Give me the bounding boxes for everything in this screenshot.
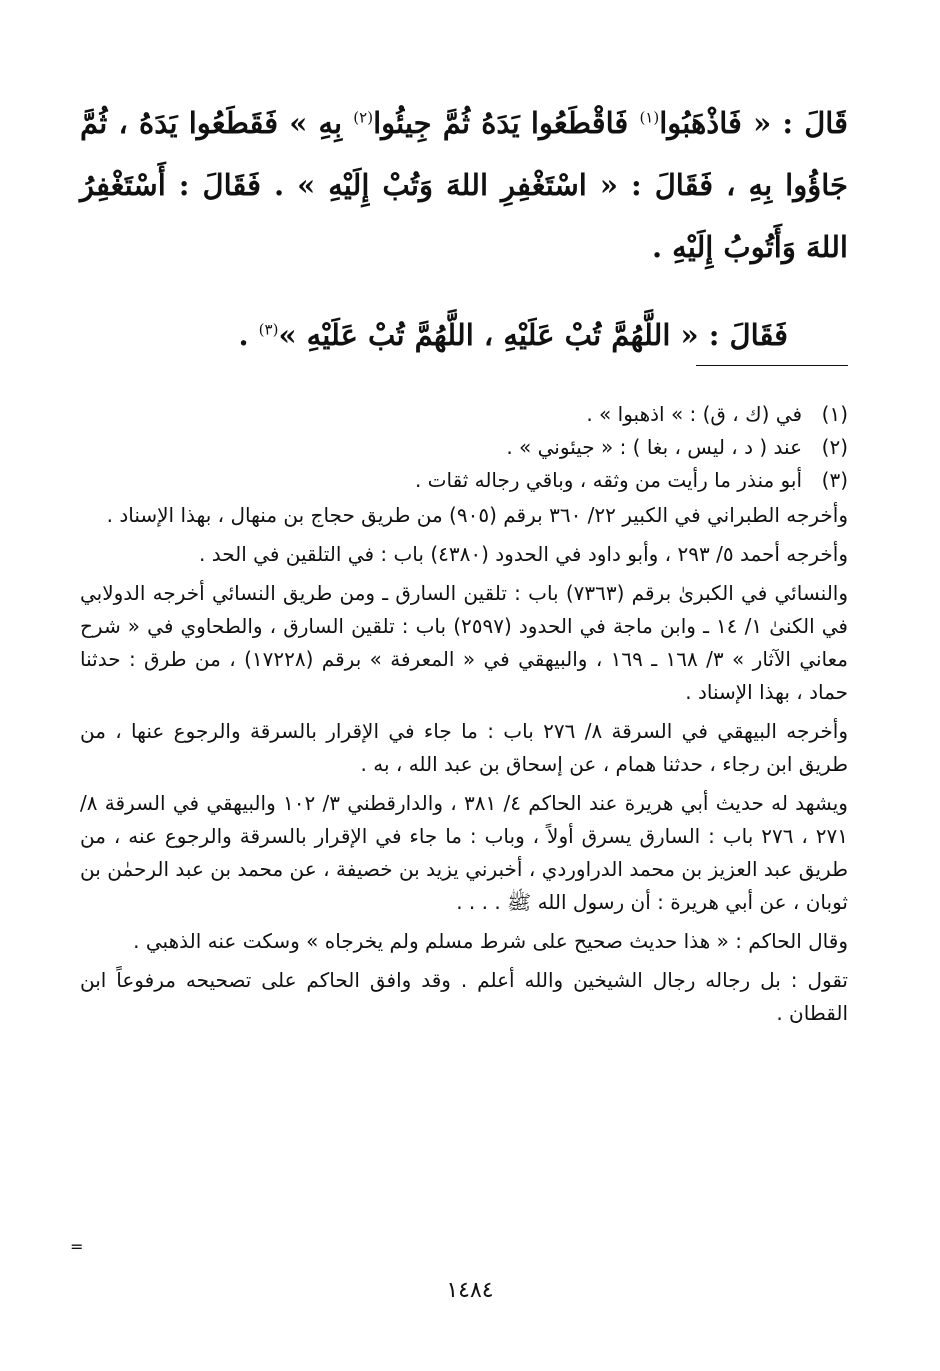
footnote-1 [80,398,848,431]
main-text-segment: قَالَ : « فَاذْهَبُوا [659,106,849,140]
footnote-text: في (ك ، ق) : » اذهبوا » . [586,402,802,426]
footnote-paragraph: وأخرجه الطبراني في الكبير ٢٢/ ٣٦٠ برقم (٩٠٥) من طريق حجاج بن منهال ، بهذا الإسناد . [106,503,848,527]
main-text-segment: فَقَالَ : « اللَّهُمَّ تُبْ عَلَيْهِ ، اللَّهُمَّ تُبْ عَلَيْهِ » [278,318,788,352]
continuation-mark: = [70,1237,84,1256]
footnote-2 [80,431,848,464]
footnote-3-continuation [80,499,848,1030]
main-text [80,92,848,366]
main-paragraph-1 [80,92,848,278]
footnote-number: (١) [821,402,848,426]
footnote-ref-2: (٢) [353,108,374,127]
footnote-paragraph: ويشهد له حديث أبي هريرة عند الحاكم ٤/ ٣٨١ ، والدارقطني ٣/ ١٠٢ والبيهقي في السرقة ٨/ ٢٧١ ، ٢٧٦ باب : السارق يسرق أولاً ، وباب : ما جاء في الإقرار بالسرقة والرجوع عنه ، من طريق عبد العزيز بن محمد الدراوردي ، أخبرني يزيد بن خصيفة ، عن محمد بن عبد الرحمٰن بن ثوبان ، عن أبي هريرة : أن رسول الله ﷺ . . . . [80,791,849,914]
main-text-segment: بِهِ » فَقَطَعُوا يَدَهُ ، ثُمَّ جَاؤُوا بِهِ ، فَقَالَ : « اسْتَغْفِرِ اللهَ وَتُبْ إِلَيْهِ » . فَقَالَ : أَسْتَغْفِرُ اللهَ وَأَتُوبُ إِلَيْهِ . [80,106,848,264]
footnote-ref-3: (٣) [258,320,279,339]
page-number: ١٤٨٤ [446,1278,494,1303]
footnote-paragraph: وأخرجه أحمد ٥/ ٢٩٣ ، وأبو داود في الحدود (٤٣٨٠) باب : في التلقين في الحد . [199,542,848,566]
footnote-text: عند ( د ، ليس ، بغا ) : « جيئوني » . [506,435,802,459]
footnote-paragraph: والنسائي في الكبرىٰ برقم (٧٣٦٣) باب : تلقين السارق ـ ومن طريق النسائي أخرجه الدولابي في الكنىٰ ١/ ١٤ ـ وابن ماجة في الحدود (٢٥٩٧) باب : تلقين السارق ، والطحاوي في « شرح معاني الآثار » ٣/ ١٦٨ ـ ١٦٩ ، والبيهقي في « المعرفة » برقم (١٧٢٢٨) ، من طرق : حدثنا حماد ، بهذا الإسناد . [80,581,849,704]
footnote-3 [80,464,848,497]
footnote-ref-1: (١) [639,108,660,127]
footnote-number: (٣) [821,468,848,492]
main-text-segment: . [238,318,259,352]
main-paragraph-2 [80,304,848,366]
main-text-segment: فَاقْطَعُوا يَدَهُ ثُمَّ جِيئُوا [373,106,640,140]
footnote-paragraph: وقال الحاكم : « هذا حديث صحيح على شرط مسلم ولم يخرجاه » وسكت عنه الذهبي . [133,929,848,953]
footnote-divider [696,365,848,366]
footnote-text: أبو منذر ما رأيت من وثقه ، وباقي رجاله ثقات . [414,468,802,492]
footnote-paragraph: تقول : بل رجاله رجال الشيخين والله أعلم . وقد وافق الحاكم على تصحيحه مرفوعاً ابن القطان . [80,968,848,1025]
footnote-paragraph: وأخرجه البيهقي في السرقة ٨/ ٢٧٦ باب : ما جاء في الإقرار بالسرقة والرجوع عنها ، من طريق ابن رجاء ، حدثنا همام ، عن إسحاق بن عبد الله ، به . [80,719,848,776]
footnote-number: (٢) [821,435,848,459]
footnotes [80,398,848,1030]
